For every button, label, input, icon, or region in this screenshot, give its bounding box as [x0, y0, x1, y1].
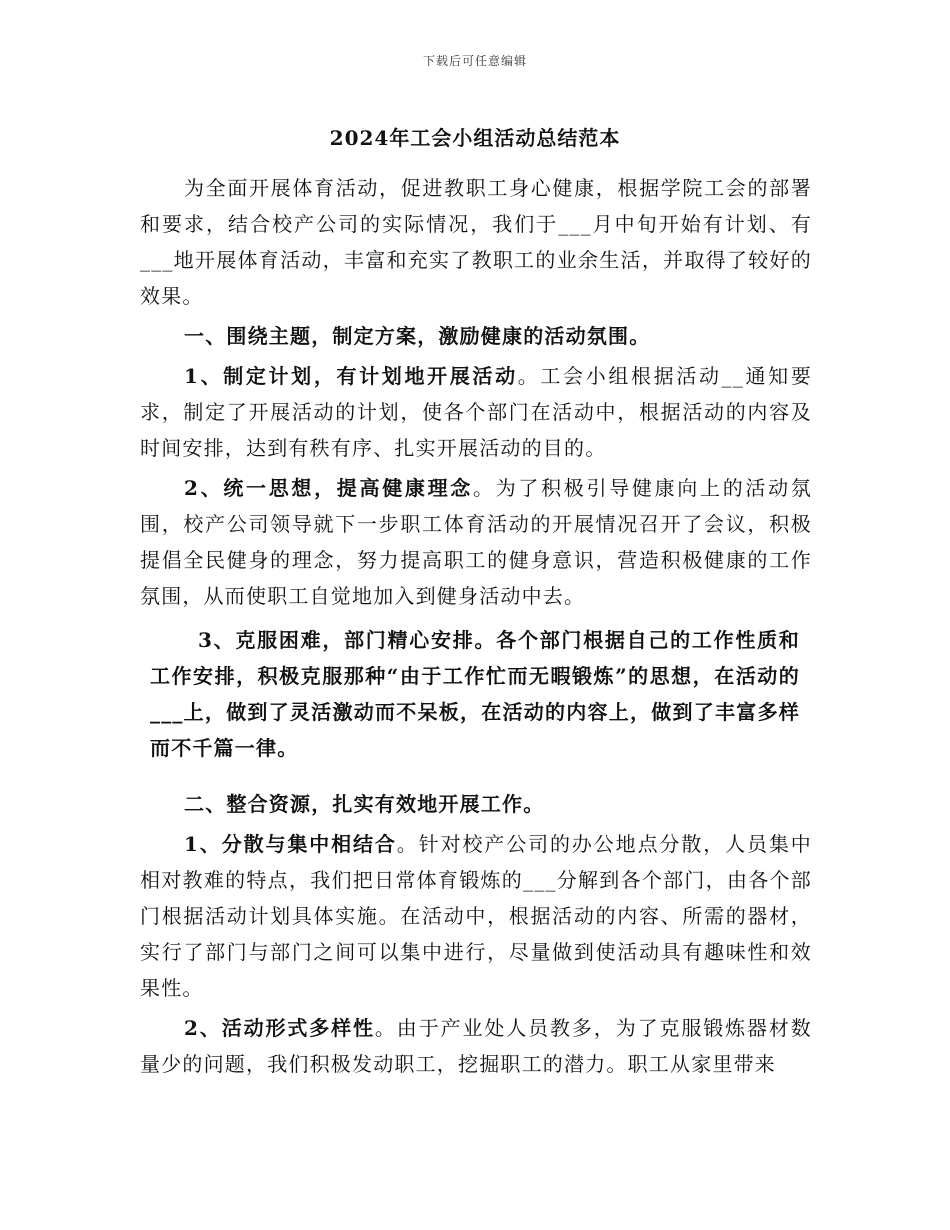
section-2-item-1-text: 。针对校产公司的办公地点分散，人员集中相对教难的特点，我们把日常体育锻炼的___分解到各个部门，由各个部门根据活动计划具体实施。在活动中，根据活动的内容、所需的器材，实行了部门与部门之间可以集中进行，尽量做到使活动具有趣味性和效果性。 — [140, 832, 812, 1000]
section-2-block — [140, 786, 812, 1082]
section-2-item-1 — [140, 826, 812, 1006]
section-2-item-2-lead: 2、活动形式多样性 — [184, 1016, 375, 1040]
section-1-block — [140, 170, 812, 614]
section-1-item-1-lead: 1、制定计划，有计划地开展活动 — [184, 364, 518, 388]
section-1-item-1 — [140, 358, 812, 466]
section-2-item-2-text: 。由于产业处人员教多，为了克服锻炼器材数量少的问题，我们积极发动职工，挖掘职工的潜力。职工从家里带来 — [140, 1016, 813, 1076]
section-1-item-1-text: 。工会小组根据活动__通知要求，制定了开展活动的计划，使各个部门在活动中，根据活动的内容及时间安排，达到有秩有序、扎实开展活动的目的。 — [140, 364, 812, 460]
section-1-item-3-text: 3、克服困难，部门精心安排。各个部门根据自己的工作性质和工作安排，积极克服那种“由于工作忙而无暇锻炼”的思想，在活动的___上，做到了灵活激动而不呆板，在活动的内容上，做到了丰富多样而不千篇一律。 — [150, 628, 800, 760]
header-note: 下载后可任意编辑 — [422, 54, 527, 68]
section-1-heading: 一、围绕主题，制定方案，激励健康的活动氛围。 — [184, 324, 651, 348]
section-1-item-2-text: 。为了积极引导健康向上的活动氛围，校产公司领导就下一步职工体育活动的开展情况召开了会议，积极提倡全民健身的理念，努力提高职工的健身意识，营造积极健康的工作氛围，从而使职工自觉地加入到健身活动中去。 — [140, 476, 812, 608]
section-1-item-3 — [150, 622, 800, 766]
section-1-item-2 — [140, 470, 812, 614]
intro-paragraph: 为全面开展体育活动，促进教职工身心健康，根据学院工会的部署和要求，结合校产公司的实际情况，我们于___月中旬开始有计划、有___地开展体育活动，丰富和充实了教职工的业余生活，并取得了较好的效果。 — [140, 176, 812, 308]
section-1-item-2-lead: 2、统一思想，提高健康理念 — [184, 476, 474, 500]
section-2-item-2 — [140, 1010, 812, 1082]
section-2-item-1-lead: 1、分散与集中相结合 — [184, 832, 397, 856]
document-title: 2024年工会小组活动总结范本 — [329, 126, 621, 150]
section-2-heading: 二、整合资源，扎实有效地开展工作。 — [184, 792, 545, 816]
